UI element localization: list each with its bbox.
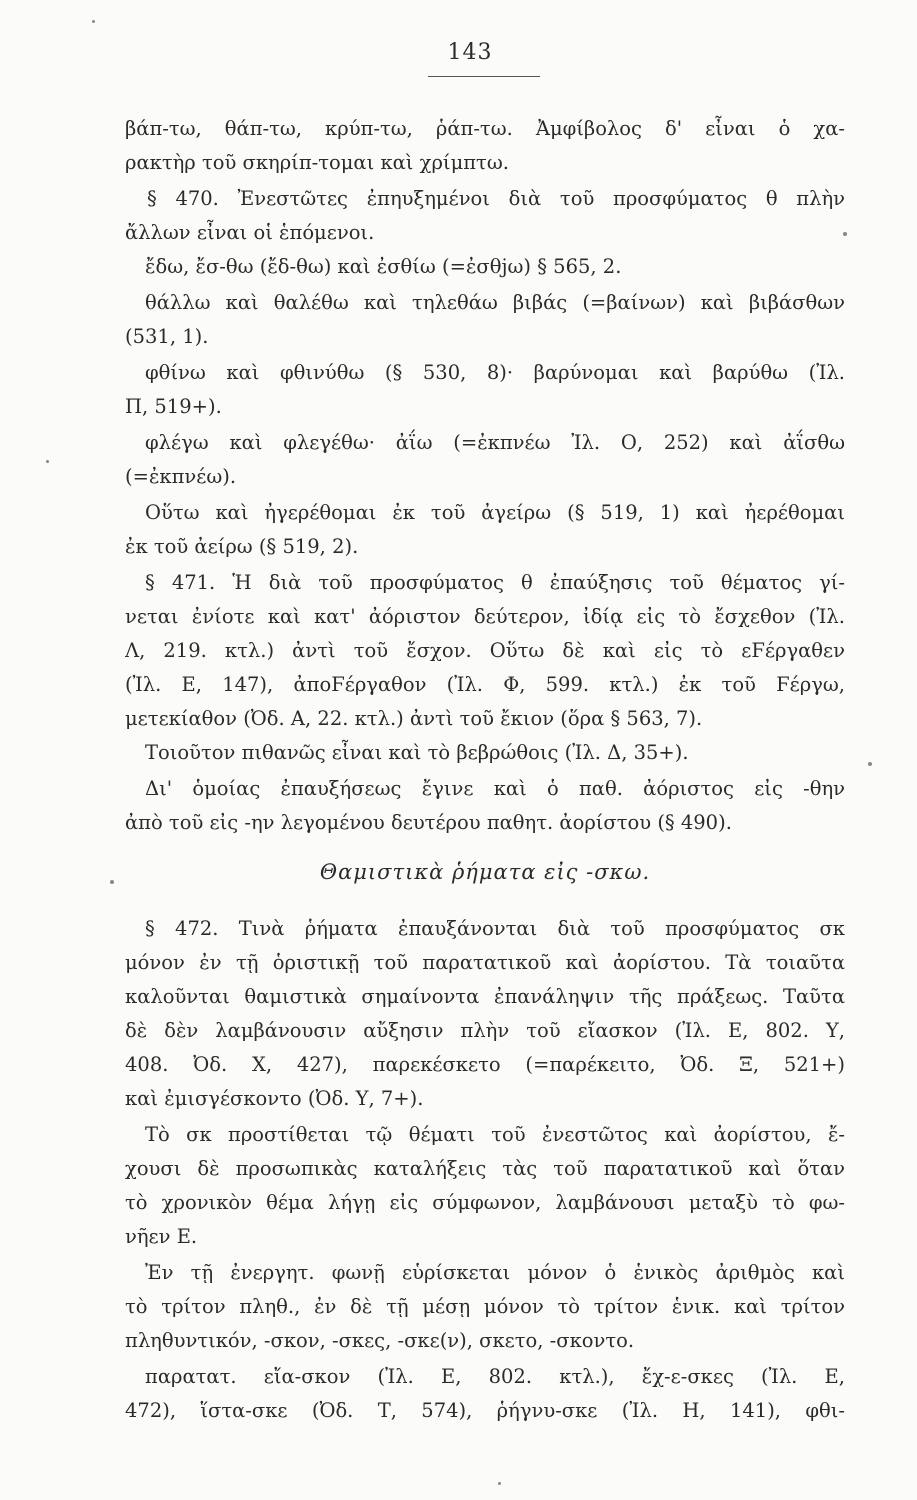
text-line: (=ἐκπνέω). (125, 465, 237, 488)
scan-speck (868, 762, 872, 766)
text-line: ἐκ τοῦ ἀείρω (§ 519, 2). (125, 535, 359, 558)
text-line: Ἐν τῇ ἐνεργητ. φωνῇ εὑρίσκεται μόνον ὁ ἑνικὸς ἀριθμὸς καὶ (145, 1261, 845, 1284)
text-line: 472), ἵστα-σκε (Ὀδ. Τ, 574), ῥήγνυ-σκε (Ἰλ. Η, 141), φθι- (125, 1399, 845, 1422)
section-heading: Θαμιστικὰ ῥήματα εἰς -σκω. (319, 860, 651, 884)
text-line: νεται ἐνίοτε καὶ κατ' ἀόριστον δεύτερον, ἰδίᾳ εἰς τὸ ἔσχεθον (Ἰλ. (125, 605, 845, 628)
scan-speck (843, 232, 847, 236)
scan-speck (92, 20, 95, 23)
scan-speck (498, 1482, 501, 1485)
text-line: παρατατ. εἴα-σκον (Ἰλ. Ε, 802. κτλ.), ἔχ-ε-σκες (Ἰλ. Ε, (145, 1365, 845, 1388)
text-line: (Ἰλ. Ε, 147), ἀποϜέργαθον (Ἰλ. Φ, 599. κτλ.) ἐκ τοῦ Ϝέργω, (125, 673, 845, 696)
text-line: ἀπὸ τοῦ εἰς -ην λεγομένου δευτέρου παθητ. ἀορίστου (§ 490). (125, 811, 732, 834)
text-line: χουσι δὲ προσωπικὰς καταλήξεις τὰς τοῦ παρατατικοῦ καὶ ὅταν (125, 1157, 845, 1180)
section-470: § 470. Ἐνεστῶτες ἐπηυξημένοι διὰ τοῦ προσφύματος θ πλὴν (147, 187, 845, 210)
text-line: 408. Ὀδ. Χ, 427), παρεκέσκετο (=παρέκειτο, Ὀδ. Ξ, 521+) (125, 1053, 845, 1076)
text-line: ἄλλων εἶναι οἱ ἑπόμενοι. (125, 221, 375, 244)
text-line: (531, 1). (125, 325, 209, 348)
text-line: τὸ τρίτον πληθ., ἐν δὲ τῇ μέσῃ μόνον τὸ τρίτον ἑνικ. καὶ τρίτον (125, 1295, 845, 1318)
text-line: Τοιοῦτον πιθανῶς εἶναι καὶ τὸ βεβρώθοις (Ἰλ. Δ, 35+). (145, 741, 689, 764)
scan-speck (110, 880, 114, 884)
text-line: ἔδω, ἔσ-θω (ἔδ-θω) καὶ ἐσθίω (=ἐσθjω) § 565, 2. (145, 255, 622, 278)
text-line: μετεκίαθον (Ὀδ. Α, 22. κτλ.) ἀντὶ τοῦ ἔκιον (ὅρα § 563, 7). (125, 707, 703, 730)
text-line: πληθυντικόν, -σκον, -σκες, -σκε(ν), σκετο, -σκοντο. (125, 1329, 635, 1352)
text-line: βάπ-τω, θάπ-τω, κρύπ-τω, ῥάπ-τω. Ἀμφίβολος δ' εἶναι ὁ χα- (125, 117, 845, 140)
page-number: 143 (447, 40, 493, 65)
text-line: νῆεν Ε. (125, 1225, 198, 1248)
text-line: δὲ δὲν λαμβάνουσιν αὔξησιν πλὴν τοῦ εἴασκον (Ἰλ. Ε, 802. Υ, (125, 1019, 845, 1042)
text-line: φθίνω καὶ φθινύθω (§ 530, 8)· βαρύνομαι καὶ βαρύθω (Ἰλ. (145, 361, 845, 384)
text-line: φλέγω καὶ φλεγέθω· ἀΐω (=ἐκπνέω Ἰλ. Ο, 252) καὶ ἀΐσθω (145, 431, 845, 454)
text-line: καὶ ἐμισγέσκοντο (Ὀδ. Υ, 7+). (125, 1087, 424, 1110)
text-line: Τὸ σκ προστίθεται τῷ θέματι τοῦ ἐνεστῶτος καὶ ἀορίστου, ἔ- (145, 1123, 845, 1146)
text-line: ρακτὴρ τοῦ σκηρίπ-τομαι καὶ χρίμπτω. (125, 151, 509, 174)
text-line: Π, 519+). (125, 395, 222, 418)
text-line: καλοῦνται θαμιστικὰ σημαίνοντα ἐπανάληψιν τῆς πράξεως. Ταῦτα (125, 985, 845, 1008)
text-line: Λ, 219. κτλ.) ἀντὶ τοῦ ἔσχον. Οὕτω δὲ καὶ εἰς τὸ εϜέργαθεν (125, 639, 845, 662)
header-rule (428, 76, 540, 77)
text-line: μόνον ἐν τῇ ὁριστικῇ τοῦ παρατατικοῦ καὶ ἀορίστου. Τὰ τοιαῦτα (125, 951, 845, 974)
text-line: τὸ χρονικὸν θέμα λήγῃ εἰς σύμφωνον, λαμβάνουσι μεταξὺ τὸ φω- (125, 1191, 845, 1214)
section-471: § 471. Ἡ διὰ τοῦ προσφύματος θ ἐπαύξησις τοῦ θέματος γί- (145, 571, 845, 594)
text-line: Δι' ὁμοίας ἐπαυξήσεως ἔγινε καὶ ὁ παθ. ἀόριστος εἰς -θην (145, 777, 845, 800)
section-472: § 472. Τινὰ ῥήματα ἐπαυξάνονται διὰ τοῦ προσφύματος σκ (145, 917, 845, 940)
text-line: Οὕτω καὶ ἠγερέθομαι ἐκ τοῦ ἀγείρω (§ 519, 1) καὶ ἠερέθομαι (145, 501, 845, 524)
text-line: θάλλω καὶ θαλέθω καὶ τηλεθάω βιβάς (=βαίνων) καὶ βιβάσθων (145, 291, 845, 314)
scan-speck (46, 460, 49, 463)
